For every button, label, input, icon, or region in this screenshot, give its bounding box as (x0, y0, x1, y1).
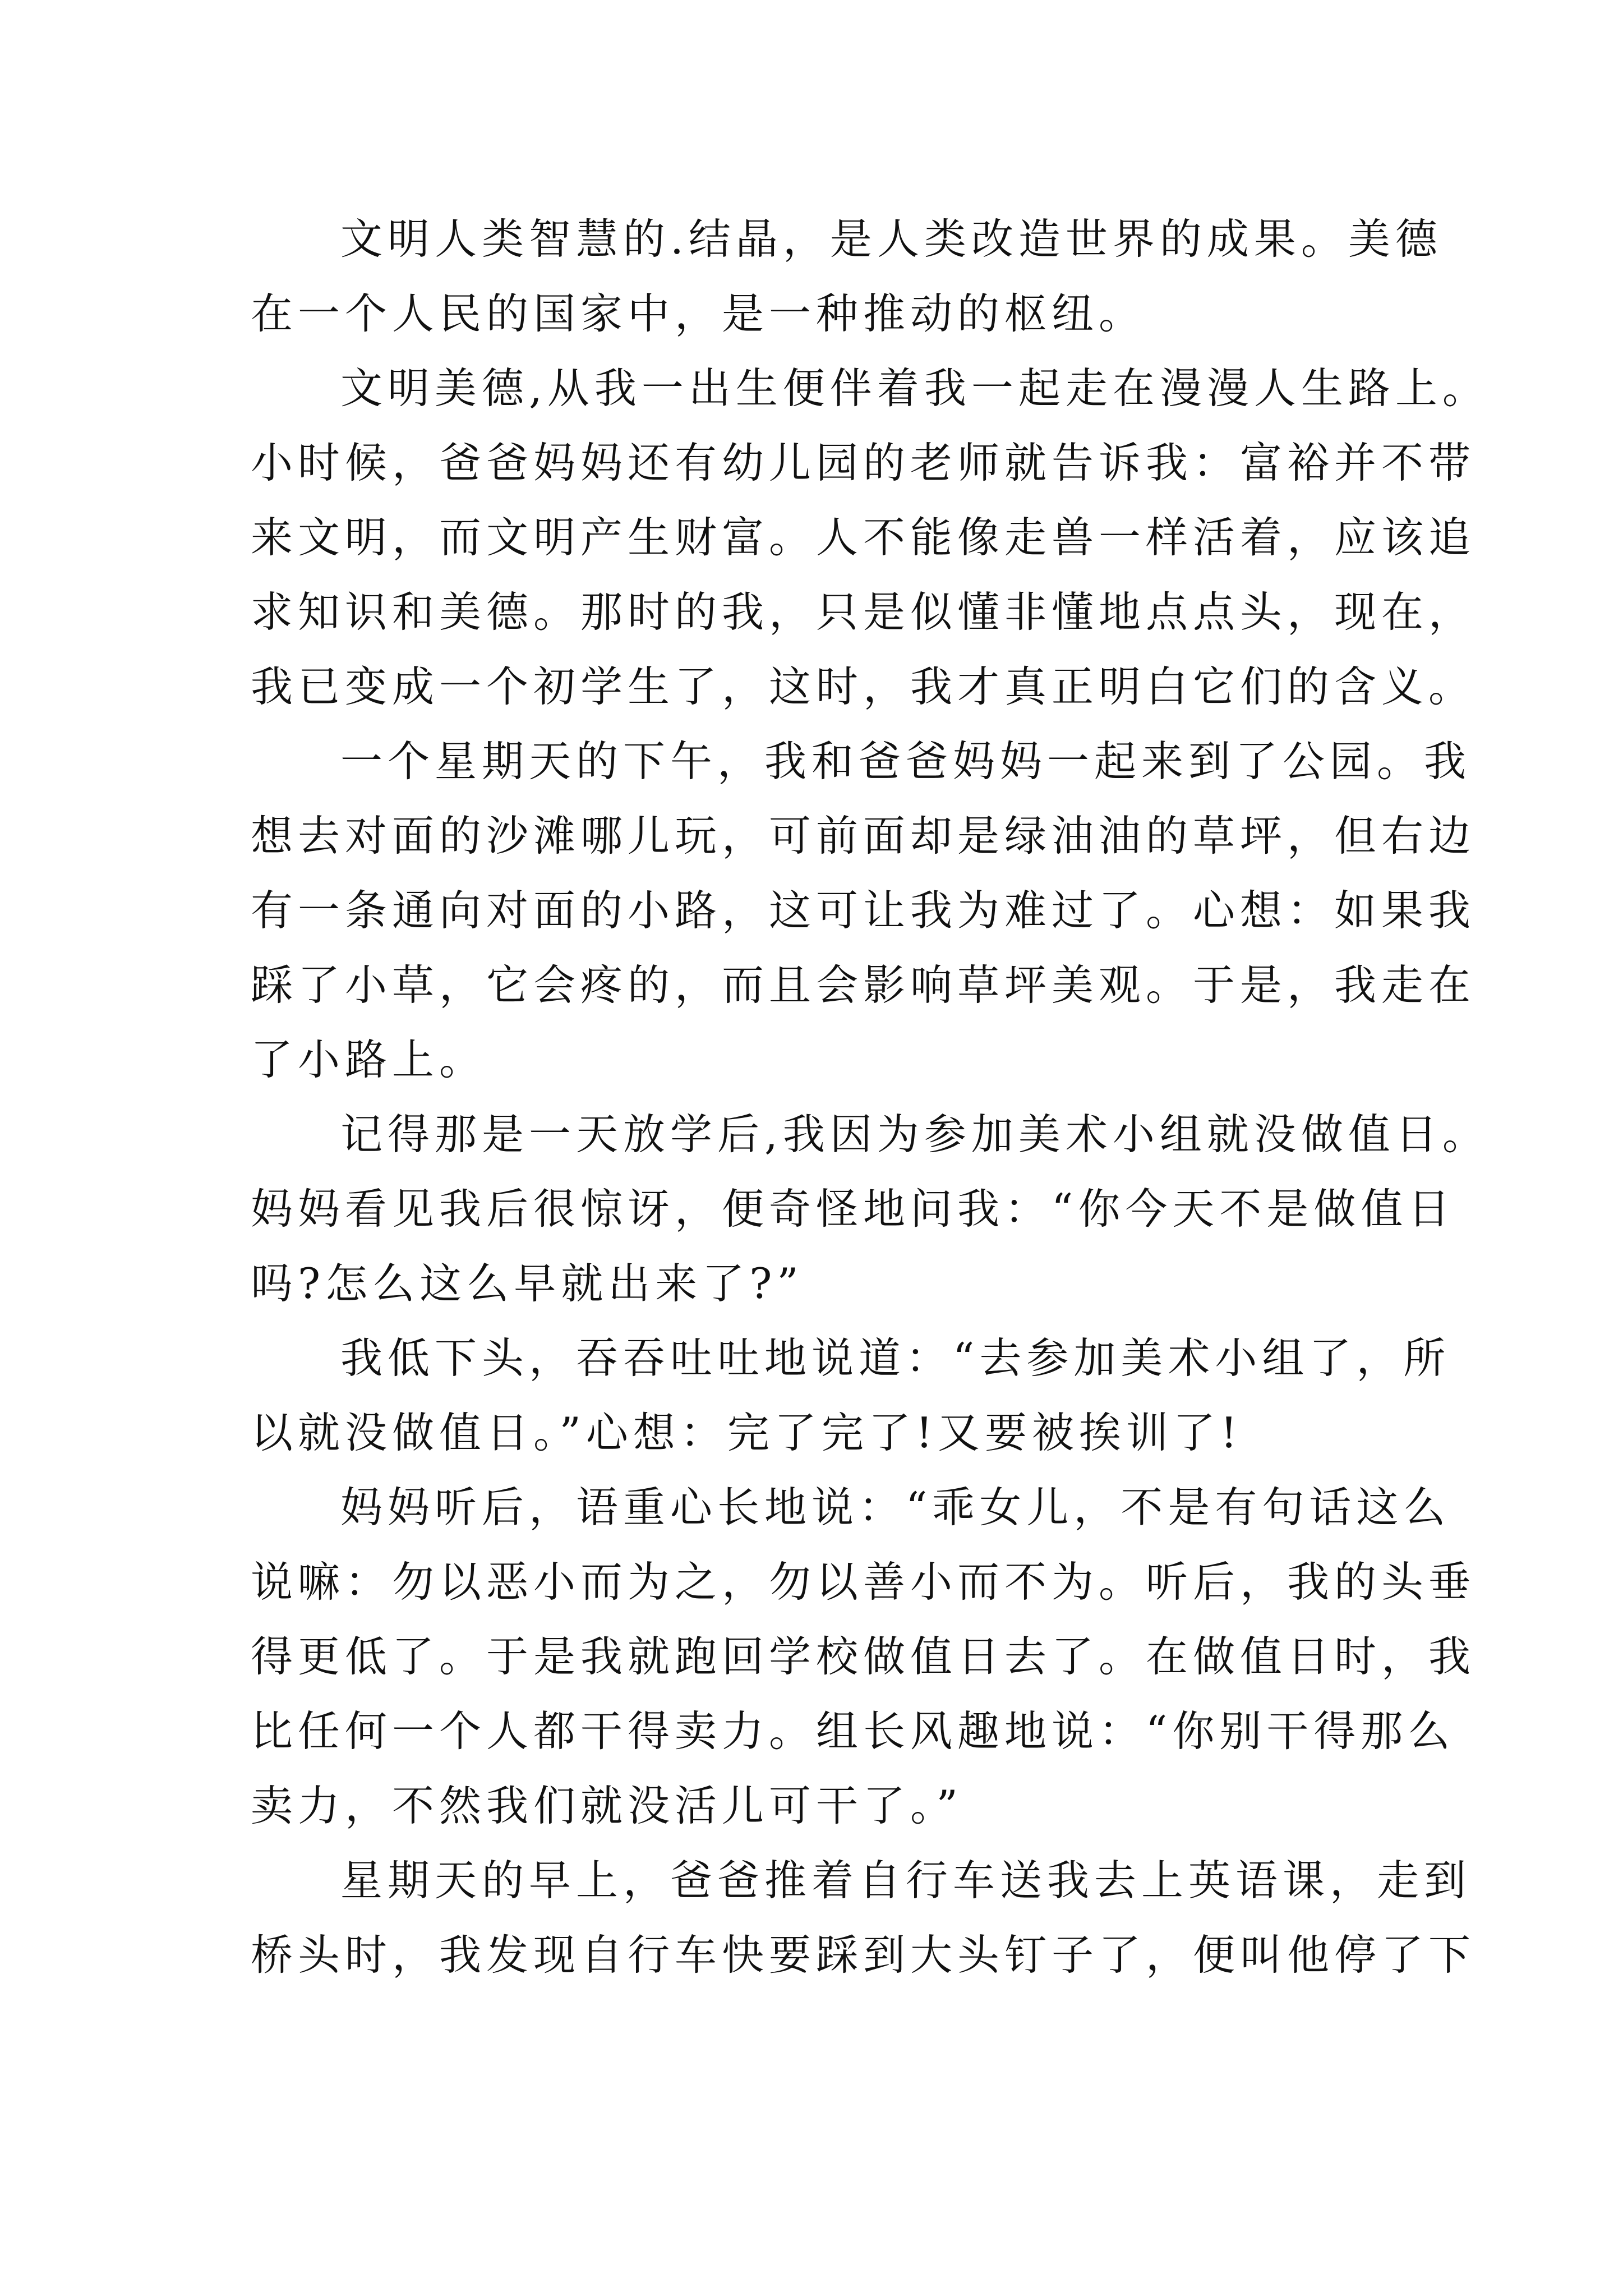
text-line: 得更低了。于是我就跑回学校做值日去了。在做值日时，我 (251, 1632, 1476, 1681)
text-line: 有一条通向对面的小路，这可让我为难过了。心想：如果我 (251, 886, 1476, 935)
text-line: 说嘛：勿以恶小而为之，勿以善小而不为。听后，我的头垂 (251, 1557, 1476, 1607)
document-body (251, 202, 1490, 1993)
text-line: 我已变成一个初学生了，这时，我才真正明白它们的含义。 (251, 662, 1476, 711)
text-line: 文明美德,从我一出生便伴着我一起走在漫漫人生路上。 (340, 364, 1490, 413)
text-line: 吗?怎么这么早就出来了?” (251, 1259, 804, 1308)
text-line: 卖力，不然我们就没活儿可干了。” (251, 1781, 963, 1830)
text-line: 星期天的早上，爸爸推着自行车送我去上英语课，走到 (340, 1856, 1472, 1905)
text-line: 小时候，爸爸妈妈还有幼儿园的老师就告诉我：富裕并不带 (251, 438, 1476, 487)
text-line: 求知识和美德。那时的我，只是似懂非懂地点点头，现在， (251, 587, 1476, 637)
text-line: 我低下头，吞吞吐吐地说道：“去参加美术小组了，所 (340, 1333, 1451, 1383)
text-line: 妈妈看见我后很惊讶，便奇怪地问我：“你今天不是做值日 (251, 1184, 1455, 1234)
text-line: 来文明，而文明产生财富。人不能像走兽一样活着，应该追 (251, 513, 1476, 562)
text-line: 记得那是一天放学后,我因为参加美术小组就没做值日。 (340, 1110, 1490, 1159)
text-line: 以就没做值日。”心想：完了完了!又要被挨训了! (251, 1408, 1243, 1457)
text-line: 想去对面的沙滩哪儿玩，可前面却是绿油油的草坪，但右边 (251, 811, 1476, 861)
text-line: 在一个人民的国家中，是一种推动的枢纽。 (251, 289, 1146, 338)
text-line: 了小路上。 (251, 1035, 487, 1084)
text-line: 比任何一个人都干得卖力。组长风趣地说：“你别干得那么 (251, 1706, 1455, 1756)
text-line: 踩了小草，它会疼的，而且会影响草坪美观。于是，我走在 (251, 960, 1476, 1010)
text-line: 一个星期天的下午，我和爸爸妈妈一起来到了公园。我 (340, 737, 1472, 786)
text-line: 妈妈听后，语重心长地说：“乖女儿，不是有句话这么 (340, 1483, 1451, 1532)
text-line: 桥头时，我发现自行车快要踩到大头钉子了，便叫他停了下 (251, 1930, 1476, 1980)
text-line: 文明人类智慧的.结晶，是人类改造世界的成果。美德 (340, 214, 1442, 264)
